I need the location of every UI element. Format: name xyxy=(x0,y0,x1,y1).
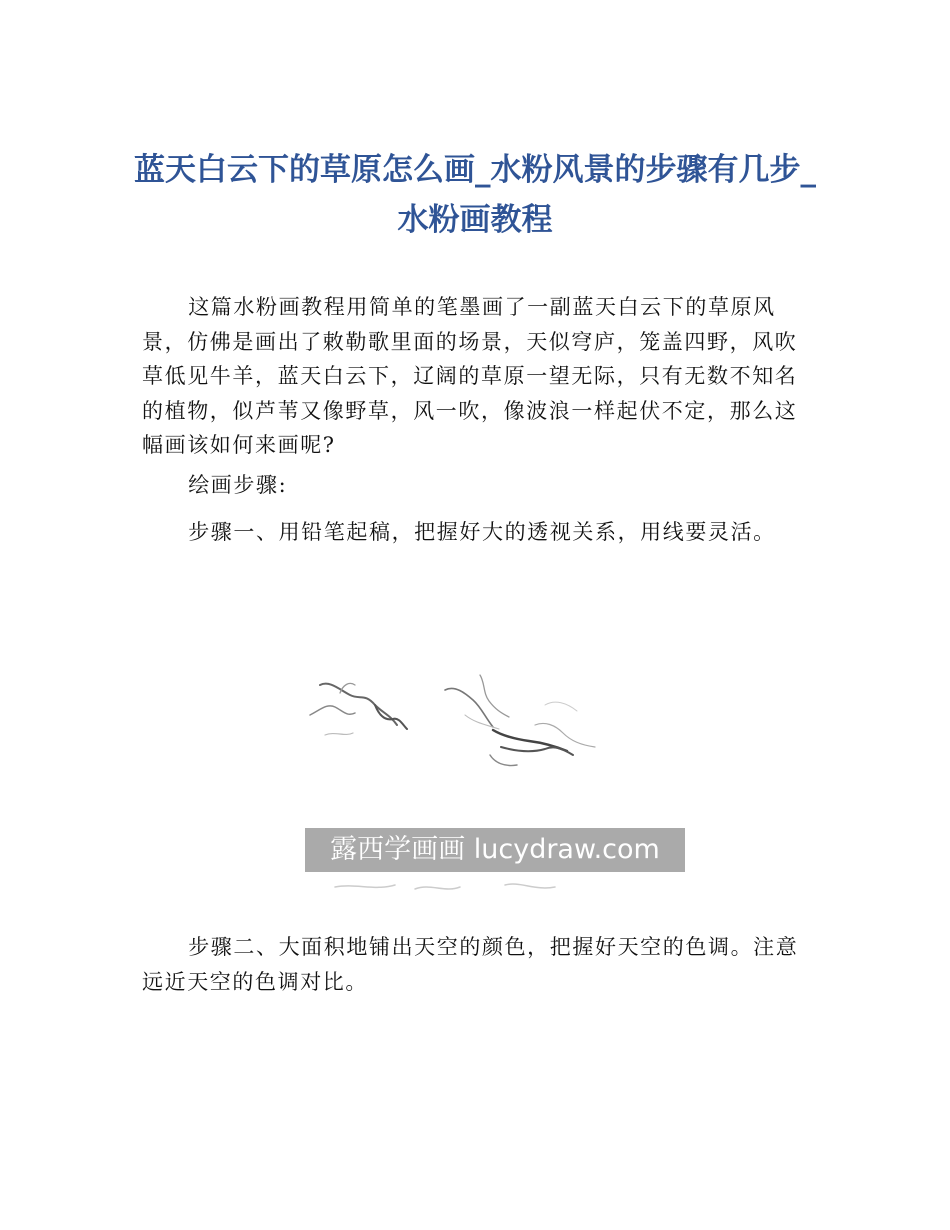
watermark-banner: 露西学画画 lucydraw.com xyxy=(305,828,685,872)
pencil-sketch-image xyxy=(305,655,687,898)
step-two-paragraph: 步骤二、大面积地铺出天空的颜色，把握好天空的色调。注意远近天空的色调对比。 xyxy=(142,935,799,994)
intro-paragraph: 这篇水粉画教程用简单的笔墨画了一副蓝天白云下的草原风景，仿佛是画出了敕勒歌里面的场景，天似穹庐，笼盖四野，风吹草低见牛羊，蓝天白云下，辽阔的草原一望无际，只有无数不知名的植物，似芦苇又像野草，风一吹，像波浪一样起伏不定，那么这幅画该如何来画呢? xyxy=(142,295,798,457)
document-title: 蓝天白云下的草原怎么画_水粉风景的步骤有几步_水粉画教程 xyxy=(134,152,816,238)
step-one-paragraph: 步骤一、用铅笔起稿，把握好大的透视关系，用线要灵活。 xyxy=(188,520,776,544)
steps-heading: 绘画步骤: xyxy=(188,473,288,497)
